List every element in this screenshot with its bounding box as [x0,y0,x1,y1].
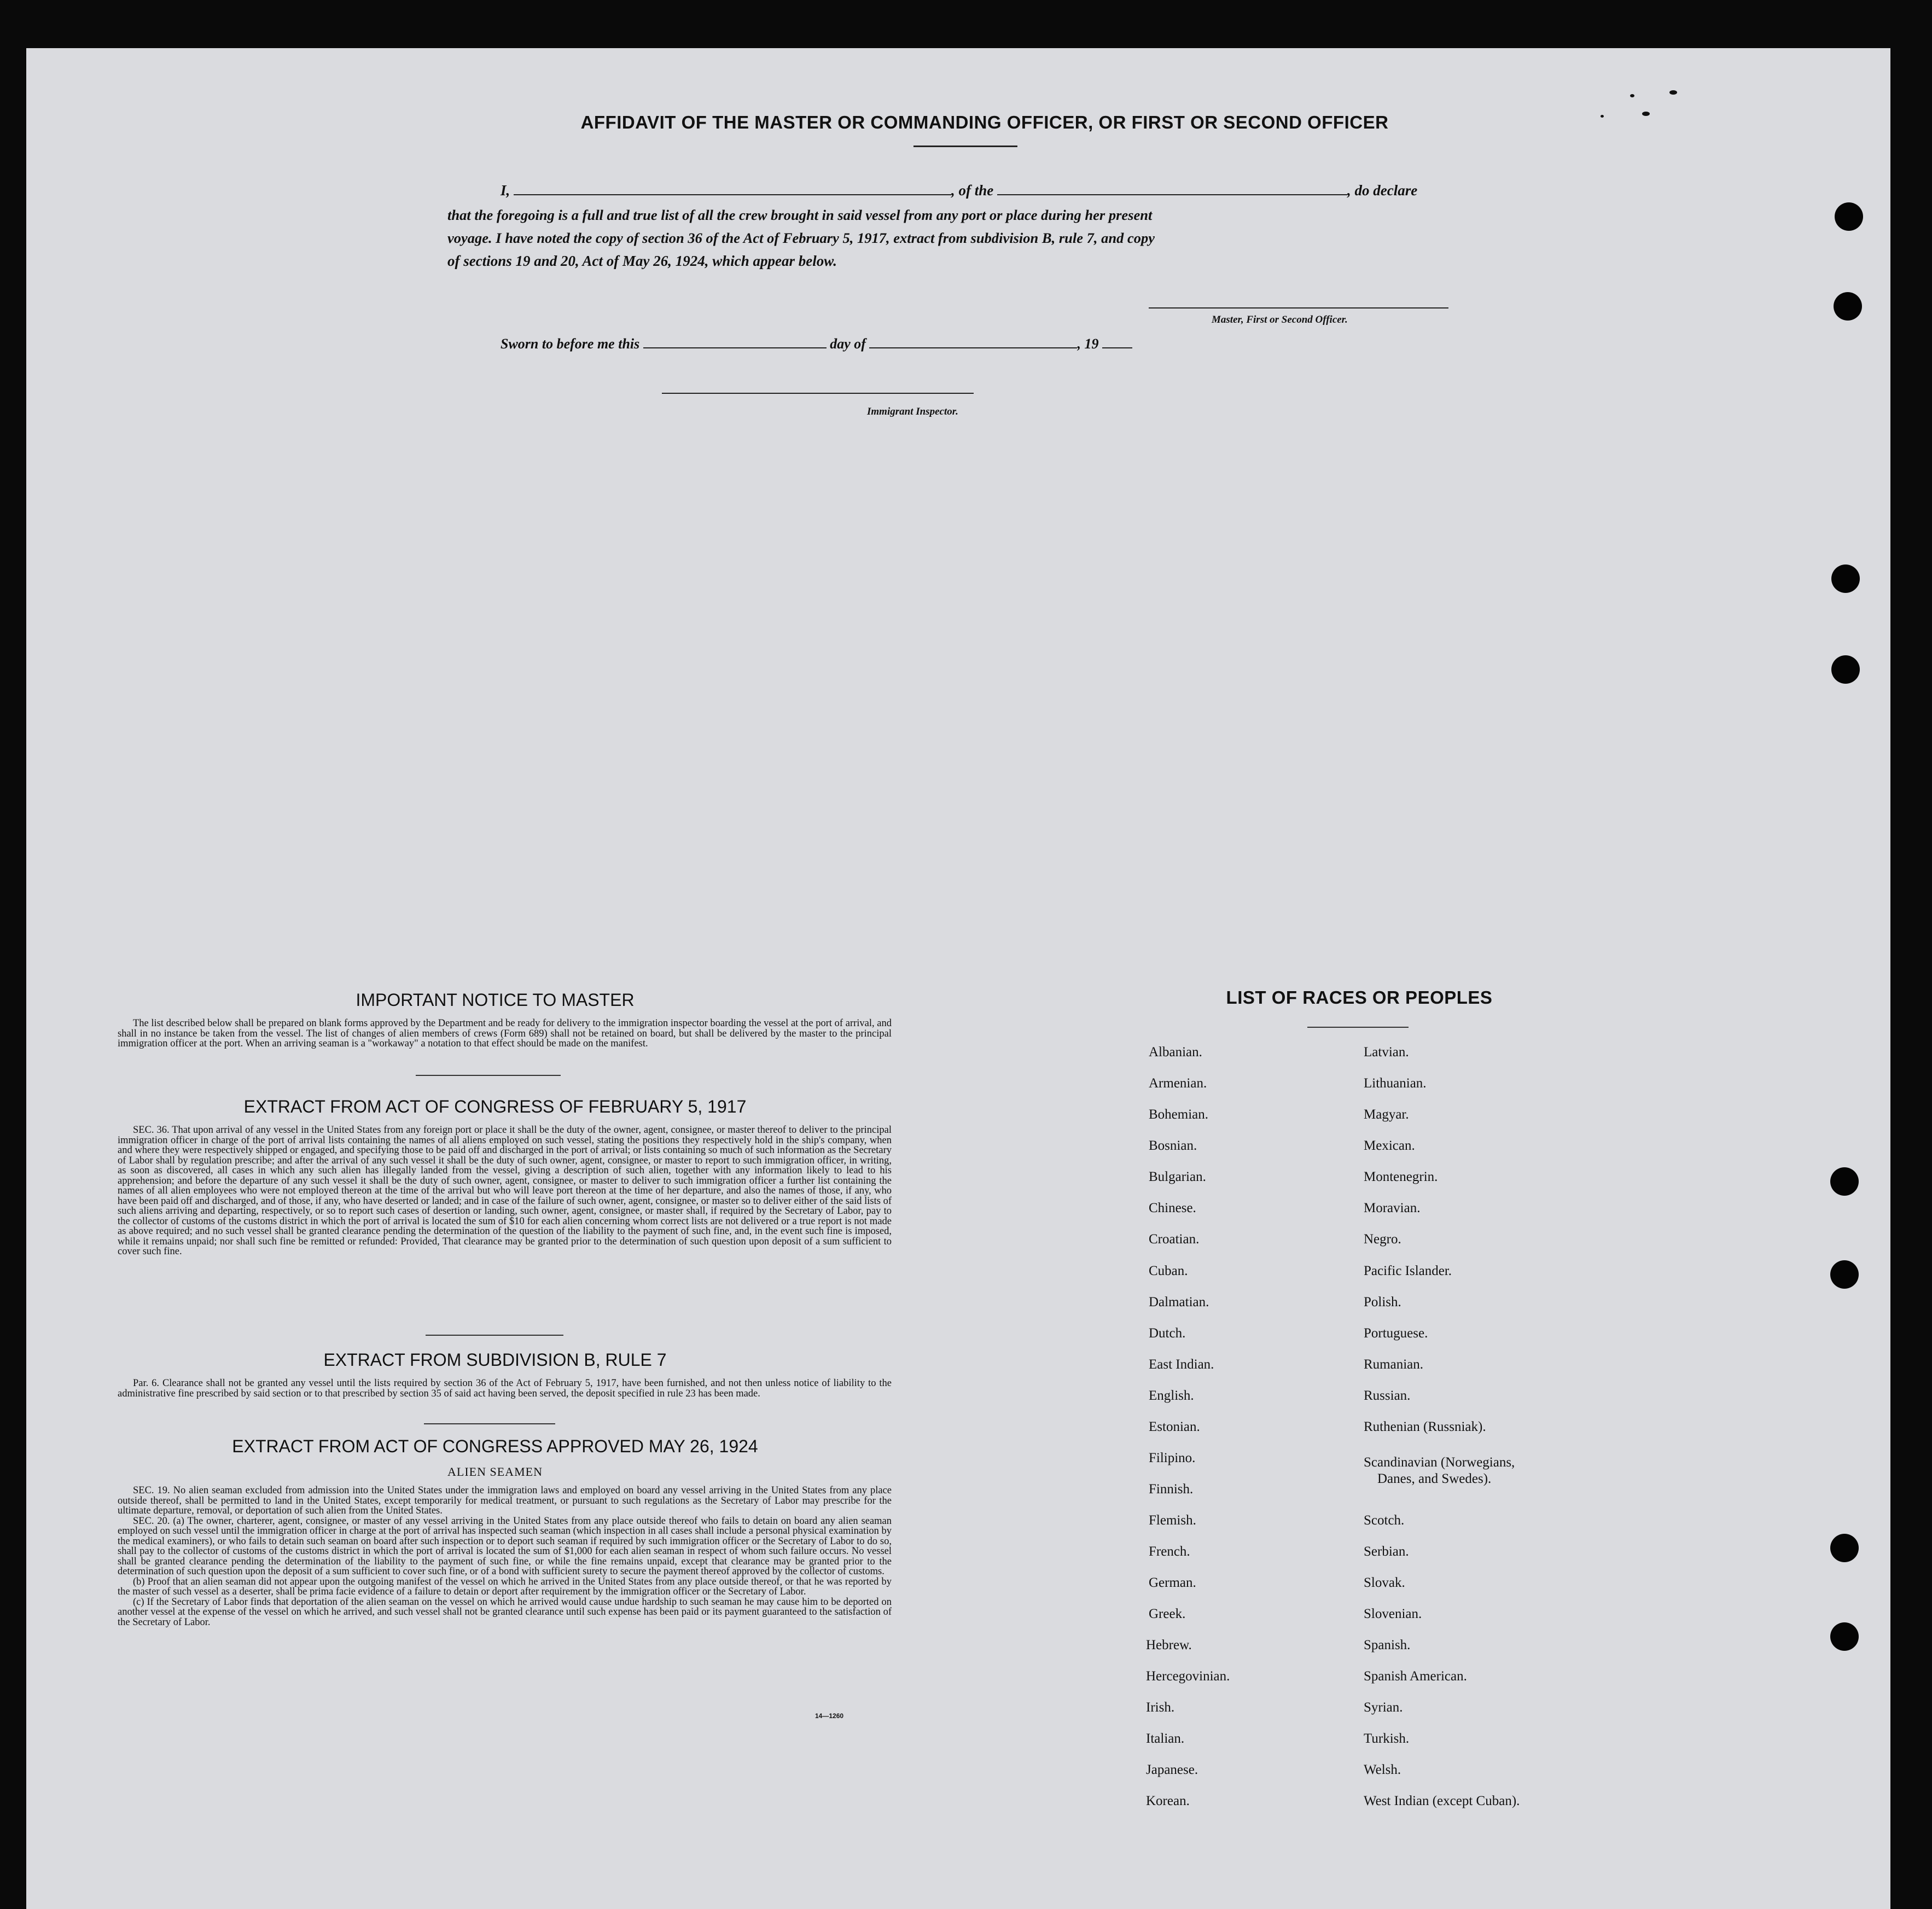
sec19-paragraph: SEC. 19. No alien seaman excluded from admission into the United States under the immigration laws and employed on board any vessel arriving in the United States from any place outside thereof, shall be permitted to land in the United States, except temporarily for medical treatment, or pursuant to such regulations as the Secretary of Labor may prescribe for the ultimate departure, removal, or deportation of such alien from the United States. [118,1485,892,1516]
race-item: Irish. [1146,1700,1175,1715]
title-rule [913,145,1017,147]
race-item: Bulgarian. [1149,1169,1206,1184]
race-item: Albanian. [1149,1045,1202,1060]
extract-1924-text [118,1486,892,1627]
race-item: Bosnian. [1149,1138,1197,1153]
punch-hole [1834,292,1862,321]
race-item: Turkish. [1364,1731,1410,1746]
races-title: LIST OF RACES OR PEOPLES [1226,987,1493,1008]
race-item: Spanish. [1364,1638,1411,1652]
punch-hole [1830,1534,1859,1562]
race-item: Korean. [1146,1794,1190,1808]
race-item: West Indian (except Cuban). [1364,1794,1520,1808]
race-item: Chinese. [1149,1201,1196,1215]
race-item: East Indian. [1149,1357,1214,1372]
race-item: Rumanian. [1364,1357,1424,1372]
race-item: German. [1149,1575,1196,1590]
punch-hole [1831,564,1860,593]
section-rule [416,1075,561,1076]
alien-seamen-subtitle: ALIEN SEAMEN [447,1465,543,1479]
affidavit-line-4: of sections 19 and 20, Act of May 26, 1924, which appear below. [447,253,837,269]
section-rule [426,1335,563,1336]
race-item: Danes, and Swedes). [1377,1471,1492,1486]
ink-speck [1601,115,1604,118]
race-item: Mexican. [1364,1138,1415,1153]
race-item: Greek. [1149,1607,1186,1621]
race-item: Dalmatian. [1149,1295,1209,1309]
punch-hole [1830,1260,1859,1289]
form-number: 14—1260 [815,1712,844,1720]
year-blank [1102,347,1132,348]
notice-title: IMPORTANT NOTICE TO MASTER [356,990,635,1010]
race-item: Montenegrin. [1364,1169,1438,1184]
ink-speck [1642,112,1650,116]
affidavit-line-2: that the foregoing is a full and true list of all the crew brought in said vessel from any port or place during her present [447,207,1153,223]
race-item: Japanese. [1146,1762,1198,1777]
rule7-title: EXTRACT FROM SUBDIVISION B, RULE 7 [323,1350,667,1370]
race-item: Serbian. [1364,1544,1409,1559]
race-item: Slovenian. [1364,1607,1422,1621]
race-item: Hebrew. [1146,1638,1192,1652]
extract-1917-title: EXTRACT FROM ACT OF CONGRESS OF FEBRUARY 5, 1917 [243,1097,747,1116]
race-item: Pacific Islander. [1364,1264,1452,1278]
section-rule [424,1423,555,1424]
name-blank [514,194,951,195]
race-item: Filipino. [1149,1451,1196,1465]
race-item: Armenian. [1149,1076,1207,1091]
punch-hole [1830,1622,1859,1651]
punch-hole [1835,202,1863,231]
races-title-rule [1307,1027,1409,1028]
sworn-line [501,336,1132,352]
rule7-text [118,1378,892,1399]
race-item: Cuban. [1149,1264,1188,1278]
race-item: Portuguese. [1364,1326,1428,1341]
master-signature-label: Master, First or Second Officer. [1212,314,1348,325]
vessel-blank [997,194,1347,195]
affidavit-of-the: , of the [951,182,994,199]
ink-speck [1669,90,1677,95]
race-item: Ruthenian (Russniak). [1364,1419,1486,1434]
race-item: Estonian. [1149,1419,1200,1434]
inspector-signature-label: Immigrant Inspector. [867,406,958,417]
race-item: Negro. [1364,1232,1401,1247]
document-page [26,48,1890,1909]
day-blank [643,347,827,348]
par6-paragraph: Par. 6. Clearance shall not be granted any vessel until the lists required by section 36 of the Act of February 5, 1917, have been furnished, and not then unless notice of liability to the administrative fine prescribed by said section or to that prescribed by section 35 of said act having been served, the deposit specified in rule 23 has been made. [118,1378,892,1399]
affidavit-declare: , do declare [1347,182,1418,199]
sec20a-paragraph: SEC. 20. (a) The owner, charterer, agent, consignee, or master of any vessel arriving in the United States from any place outside thereof who fails to detain on board any alien seaman employed on such vessel until the immigration officer in charge at the port of arrival has inspected such seaman (which inspection in all cases shall include a personal physical examination by the medical examiners), or who fails to detain such seaman on board after such inspection or to deport such seaman if required by such immigration officer or the Secretary of Labor to do so, shall pay to the collector of customs of the customs district in which the port of arrival is located the sum of $1,000 for each alien seaman in respect of whom such failure occurs. No vessel shall be granted clearance pending the determination of the liability to the payment of such fine, or while the fine remains unpaid, except that clearance may be granted prior to the determination of such question upon the deposit of a sum sufficient to cover such fine, or of a bond with sufficient surety to secure the payment thereof approved by the collector of customs. [118,1515,892,1577]
race-item: Hercegovinian. [1146,1669,1230,1684]
sec20c-paragraph: (c) If the Secretary of Labor finds that deportation of the alien seaman on the vessel on which he arrived would cause undue hardship to such seaman he may cause him to be deported on another vessel at the expense of the vessel on which he arrived, and such vessel shall not be granted clearance until such expense has been paid or its payment guaranteed to the satisfaction of the Secretary of Labor. [118,1596,892,1628]
race-item: Welsh. [1364,1762,1401,1777]
race-item: Italian. [1146,1731,1185,1746]
race-item: Bohemian. [1149,1107,1209,1122]
punch-hole [1831,655,1860,684]
notice-paragraph: The list described below shall be prepared on blank forms approved by the Department and be ready for delivery to the immigration inspector boarding the vessel at the port of arrival, and shall in no instance be taken from the vessel. The list of changes of alien members of crews (Form 689) shall not be retained on board, but shall be delivered by the master to the principal immigration officer at the port. When an arriving seaman is a "workaway" a notation to that effect should be made on the manifest. [118,1018,892,1049]
punch-hole [1830,1167,1859,1196]
race-item: Scandinavian (Norwegians, [1364,1455,1515,1470]
sworn-year: , 19 [1077,336,1099,352]
sworn-day-of: day of [830,336,866,352]
affidavit-i: I, [501,182,510,199]
race-item: Croatian. [1149,1232,1200,1247]
race-item: Russian. [1364,1388,1411,1403]
race-item: Dutch. [1149,1326,1186,1341]
inspector-signature-line [662,393,974,394]
sec36-paragraph: SEC. 36. That upon arrival of any vessel in the United States from any foreign port or place it shall be the duty of the owner, agent, consignee, or master thereof to deliver to the principal immigration officer in charge of the port of arrival lists containing the names of all aliens employed on such vessel, stating the positions they respectively hold in the ship's company, when and where they were respectively shipped or engaged, and specifying those to be paid off and discharged in the port of arrival; or lists containing so much of such information as the Secretary of Labor shall by regulation prescribe; and after the arrival of any such vessel it shall be the duty of such owner, agent, consignee, or master to report to such immigration officer, in writing, as soon as discovered, all cases in which any such alien has illegally landed from the vessel, giving a description of such alien, together with any information likely to lead to his apprehension; and before the departure of any such vessel it shall be the duty of such owner, agent, consignee, or master to deliver to such immigration officer a further list containing the names of all alien employees who were not employed thereon at the time of the arrival but who will leave port thereon at the time of her departure, and also the names of those, if any, who have been paid off and discharged, and of those, if any, who have deserted or landed; and in case of the failure of such owner, agent, consignee, or master so to deliver either of the said lists of such aliens arriving and departing, respectively, or so to report such cases of desertion or landing, such owner, agent, consignee, or master shall, if required by the Secretary of Labor, pay to the collector of customs of the customs district in which the port of arrival is located the sum of $10 for each alien concerning whom correct lists are not delivered or a true report is not made as above required; and no such vessel shall be granted clearance pending the determination of the question of the liability to the payment of such fine, and, in the event such fine is imposed, while it remains unpaid; nor shall such fine be remitted or refunded: Provided, That clearance may be granted prior to the determination of such question upon deposit of a sum sufficient to cover such fine. [118,1125,892,1257]
affidavit-title: AFFIDAVIT OF THE MASTER OR COMMANDING OFFICER, OR FIRST OR SECOND OFFICER [580,112,1389,132]
master-signature-line [1149,307,1448,309]
race-item: Scotch. [1364,1513,1405,1528]
race-item: Polish. [1364,1295,1401,1309]
race-item: Slovak. [1364,1575,1405,1590]
notice-text [118,1018,892,1049]
race-item: Flemish. [1149,1513,1196,1528]
race-item: Finnish. [1149,1482,1194,1497]
sec20b-paragraph: (b) Proof that an alien seaman did not appear upon the outgoing manifest of the vessel on which he arrived in the United States from any place outside thereof, or that he was reported by the master of such vessel as a deserter, shall be prima facie evidence of a failure to detain or deport after requirement by the immigration officer or the Secretary of Labor. [118,1576,892,1597]
race-item: Latvian. [1364,1045,1409,1060]
race-item: Spanish American. [1364,1669,1467,1684]
race-item: Magyar. [1364,1107,1409,1122]
race-item: English. [1149,1388,1194,1403]
ink-speck [1630,94,1634,97]
extract-1924-title: EXTRACT FROM ACT OF CONGRESS APPROVED MAY 26, 1924 [232,1436,758,1456]
sworn-prefix: Sworn to before me this [501,336,640,352]
race-item: Moravian. [1364,1201,1421,1215]
race-item: Syrian. [1364,1700,1403,1715]
month-blank [869,347,1077,348]
race-item: French. [1149,1544,1190,1559]
affidavit-line-1 [501,182,1417,199]
extract-1917-text [118,1125,892,1257]
race-item: Lithuanian. [1364,1076,1427,1091]
affidavit-line-3: voyage. I have noted the copy of section 36 of the Act of February 5, 1917, extract from subdivision B, rule 7, and copy [447,230,1155,246]
